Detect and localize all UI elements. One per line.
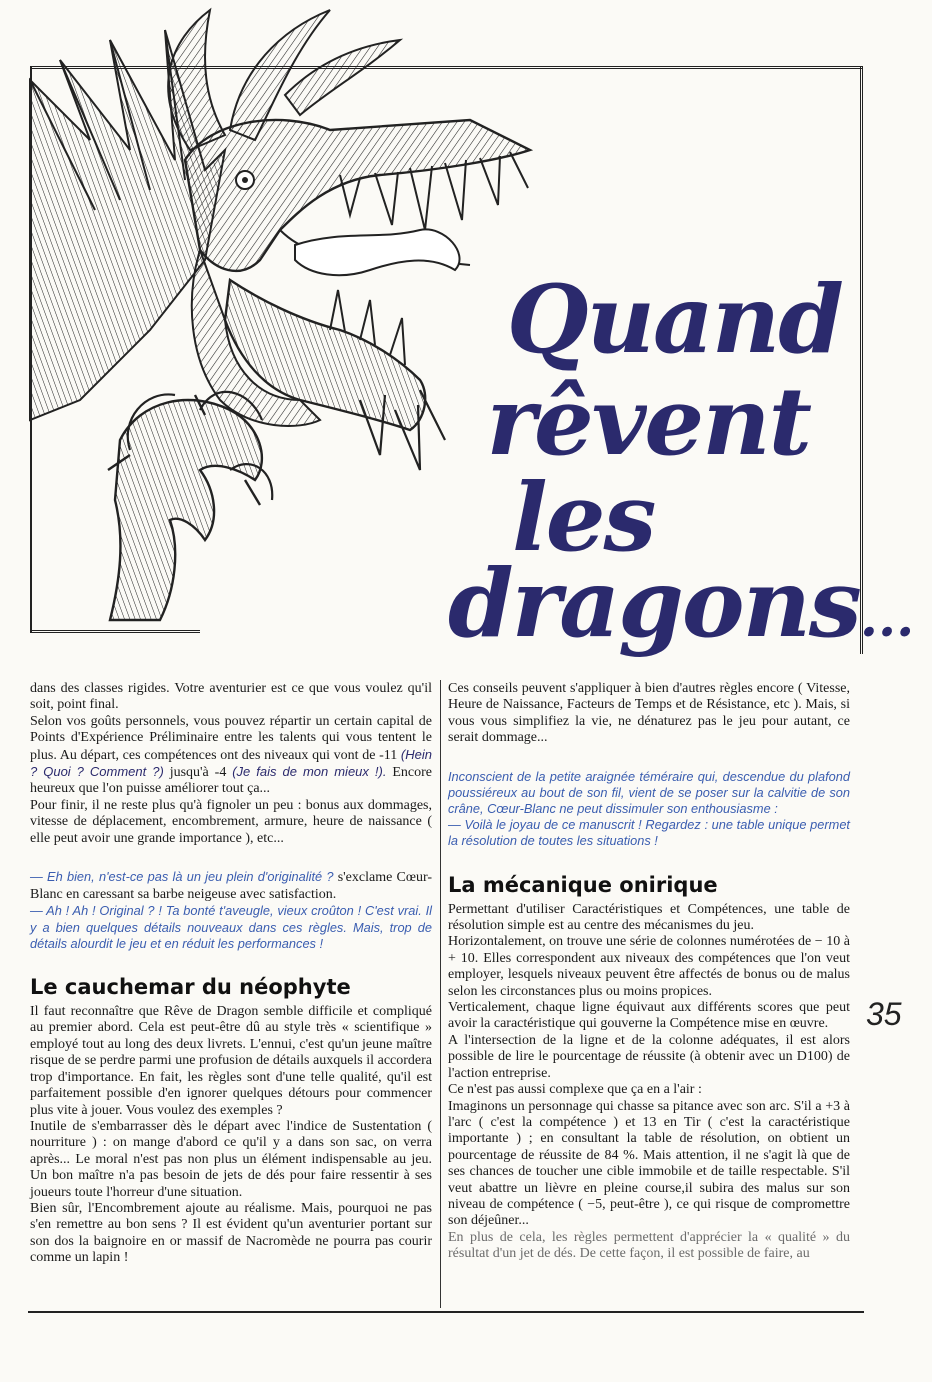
right-paragraph-8: En plus de cela, les règles permettent d'apprécier la « qualité » du résultat d'un jet de dés. De cette façon, il est possible de faire, au (448, 1229, 850, 1262)
title-line-1: Quand (506, 265, 842, 375)
left-paragraph-2 (30, 714, 432, 798)
spacer (448, 747, 850, 769)
title-ellipsis: ... (859, 588, 915, 649)
title-line-2: rêvent (486, 367, 810, 477)
left-paragraph-6: Bien sûr, l'Encombrement ajoute au réalisme. Mais, pourquoi ne pas s'en remettre au bon sens ? Il est évident qu'un aventurier portant sur son dos la baignoire en or massif de Nacromède ne pourra pas courir comme un lapin ! (30, 1200, 432, 1266)
right-paragraph-3: Horizontalement, on trouve une série de colonnes numérotées de − 10 à + 10. Elles correspondent aux niveaux des compétences que l'on veut employer, lesquels niveaux peuvent être affectés de bonus ou de malus selon les circonstances plus ou moins propices. (448, 934, 850, 999)
page-number: 35 (866, 996, 902, 1032)
left-column (30, 681, 432, 1267)
left-quote-1-b: s'exclame Cœur-Blanc en caressant sa barbe neigeuse avec satisfaction. (30, 870, 432, 903)
title-line-4-word: dragons (448, 549, 860, 659)
right-paragraph-1: Ces conseils peuvent s'appliquer à bien d'autres règles encore ( Vitesse, Heure de Naissance, Facteurs de Temps et de Résistance, etc ). Mais, si vous vous simplifiez la vie, ne dénaturez pas le jeu pour autant, ce serait dommage... (448, 681, 850, 746)
title-line-3: les (512, 463, 655, 573)
left-paragraph-5: Inutile de s'embarrasser dès le départ avec l'indice de Sustentation ( nourriture ) : on mange d'abord ce qu'il y a dans son sac, on verra après... Le moral n'est pas non plus un élément indispensable au jeu. Un bon maître n'a pas besoin de jets de dés pour faire ressentir à ses joueurs toute l'horreur d'une situation. (30, 1118, 432, 1200)
right-column (448, 681, 850, 1263)
right-paragraph-6: Ce n'est pas aussi complexe que ça en a l'air : (448, 1082, 702, 1098)
spacer (30, 847, 432, 869)
right-quote-1: Inconscient de la petite araignée téméraire qui, descendue du plafond poussiéreux au bout de son fil, vient de se poser sur la calvitie de son crâne, Cœur-Blanc ne peut dissimuler son enthousiasme : (448, 768, 850, 817)
left-paragraph-2-c: Encore heureux que l'on puisse améliorer tout ça... (30, 765, 432, 797)
left-paragraph-4: Il faut reconnaître que Rêve de Dragon semble difficile et compliqué au premier abord. Cela est peut-être dû au style très « scientifique » employé tout au long des deux livrets. L'ennui, c'est qu'un jeune maître risque de se perdre parmi une profusion de détails auxquels il accordera trop d'importance. En fait, les règles sont d'une telle qualité, qu'il est parfaitement possible d'en ignorer quelques détours pour commencer plus vite à jouer. Vous voulez des exemples ? (30, 1004, 432, 1118)
section-heading-cauchemar: Le cauchemar du néophyte (30, 975, 351, 1000)
right-paragraph-7: Imaginons un personnage qui chasse sa pitance avec son arc. S'il a +3 à l'arc ( c'est la compétence ) et 13 en Tir ( c'est la caractéristique importante ) ; en consultant la table de résolution, on obtient un pourcentage de réussite de 84 %. Mais attention, il ne s'agit là que de ses chances de toucher une cible immobile et de taille respectable. S'il veut abattre un lièvre en pleine course,il subira des malus sur son niveau de compétence ( −5, peut-être ), ce qui risque de compromettre son déjeûner... (448, 1098, 850, 1229)
column-divider (440, 680, 441, 1308)
left-paragraph-2-a: Selon vos goûts personnels, vous pouvez répartir un certain capital de Points d'Expérience Préliminaire entre les talents qui vous tentent le plus. Au départ, ces compétences ont des niveaux qui vont de -11 (30, 713, 432, 763)
left-quote-1-a: — Eh bien, n'est-ce pas là un jeu plein d'originalité ? (30, 869, 334, 885)
left-paragraph-2-italic-2: (Je fais de mon mieux !). (232, 764, 387, 780)
right-paragraph-2: Permettant d'utiliser Caractéristiques et Compétences, une table de résolution simple est au centre des mécanismes du jeu. (448, 901, 850, 934)
left-paragraph-1: dans des classes rigides. Votre aventurier est ce que vous voulez qu'il soit, point final. (30, 681, 432, 713)
right-paragraph-4: Verticalement, chaque ligne équivaut aux différents scores que peut avoir la caractéristique qui gouverne la Compétence mise en œuvre. (448, 1000, 850, 1032)
spacer (448, 850, 850, 872)
spacer (30, 952, 432, 974)
left-quote-2: — Ah ! Ah ! Original ? ! Ta bonté t'aveugle, vieux croûton ! C'est vrai. Il y a bien quelques détails nouveaux dans ces règles. Mais, trop de détails alourdit le jeu et en réduit les performances ! (30, 903, 432, 951)
left-paragraph-2-italic-1: (Hein ? Quoi ? Comment ?) (30, 746, 432, 780)
left-paragraph-2-b: jusqu'à -4 (163, 765, 233, 781)
dragon-head-illustration (0, 0, 545, 640)
left-paragraph-3: Pour finir, il ne reste plus qu'à fignoler un peu : bonus aux dommages, vitesse de déplacement, encombrement, armure, heure de naissance ( elle peut avoir une grande importance ), etc... (30, 797, 432, 846)
left-quote-1 (30, 869, 432, 903)
right-quote-2: — Voilà le joyau de ce manuscrit ! Regardez : une table unique permet la résolution de toutes les situations ! (448, 817, 850, 849)
page-bottom-rule (28, 1311, 864, 1313)
right-paragraph-5: A l'intersection de la ligne et de la colonne adéquates, il est alors possible de lire le pourcentage de réussite (à obtenir avec un D100) de l'action entreprise. (448, 1032, 850, 1081)
title-line-4 (448, 549, 915, 669)
section-heading-mecanique: La mécanique onirique (448, 872, 718, 897)
